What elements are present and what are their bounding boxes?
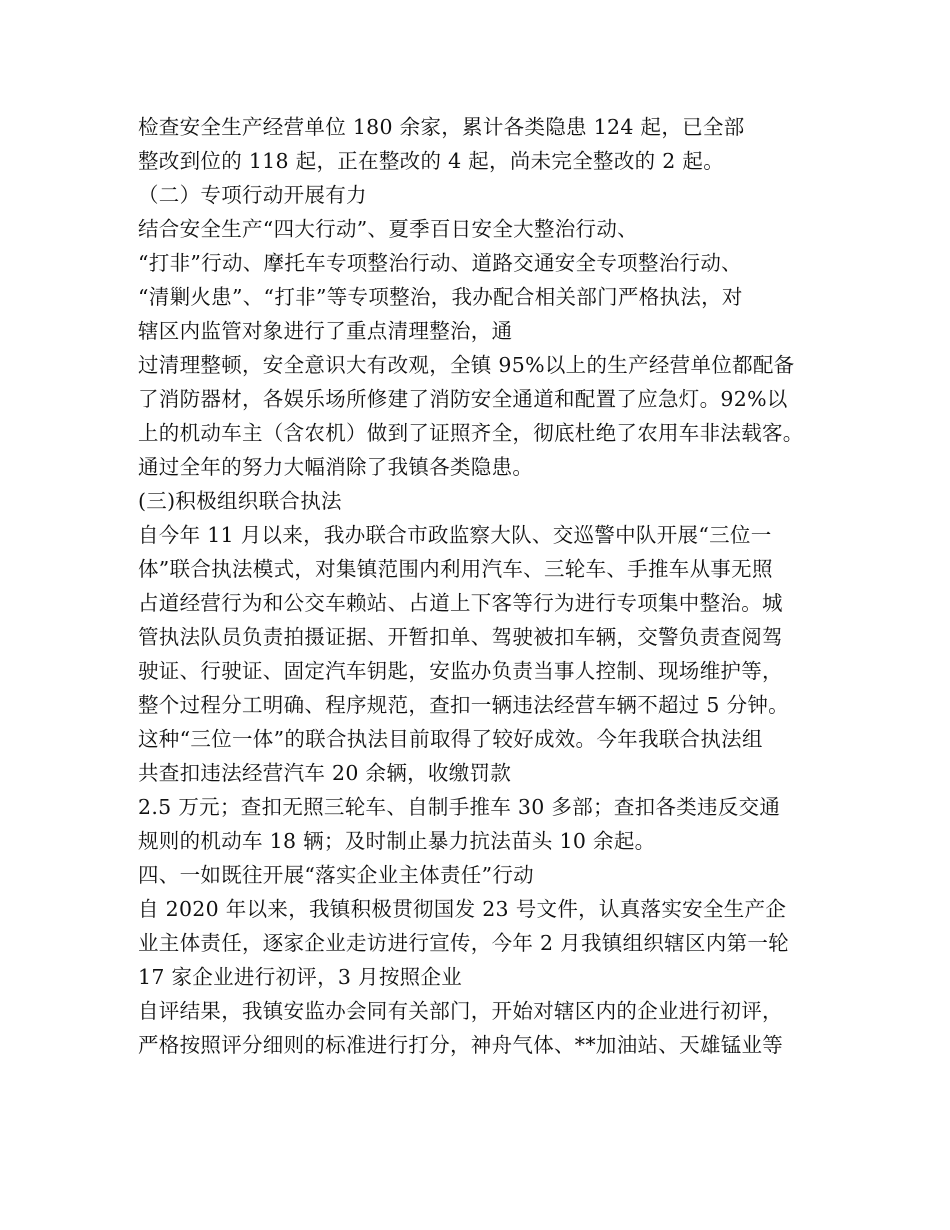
text-line: 规则的机动车 18 辆；及时制止暴力抗法苗头 10 余起。 <box>138 829 656 853</box>
text-line: 管执法队员负责拍摄证据、开暂扣单、驾驶被扣车辆，交警负责查阅驾 <box>138 625 783 649</box>
section-heading: (三)积极组织联合执法 <box>138 489 342 513</box>
text-line: 自今年 11 月以来，我办联合市政监察大队、交巡警中队开展“三位一 <box>138 523 772 547</box>
text-line: 严格按照评分细则的标准进行打分，神舟气体、**加油站、天雄锰业等 <box>138 1033 784 1057</box>
text-line: 自评结果，我镇安监办会同有关部门，开始对辖区内的企业进行初评， <box>138 999 783 1023</box>
text-line: 体”联合执法模式，对集镇范围内利用汽车、三轮车、手推车从事无照 <box>138 557 773 581</box>
text-line: 共查扣违法经营汽车 20 余辆，收缴罚款 <box>138 761 512 785</box>
text-line: 这种“三位一体”的联合执法目前取得了较好成效。今年我联合执法组 <box>138 727 763 751</box>
text-line: 2.5 万元；查扣无照三轮车、自制手推车 30 多部；查扣各类违反交通 <box>138 795 781 819</box>
section-heading: 四、一如既往开展“落实企业主体责任”行动 <box>138 863 534 887</box>
text-line: 整个过程分工明确、程序规范，查扣一辆违法经营车辆不超过 5 分钟。 <box>138 693 789 717</box>
text-line: 17 家企业进行初评，3 月按照企业 <box>138 965 463 989</box>
section-heading: （二）专项行动开展有力 <box>138 183 367 207</box>
text-line: 自 2020 年以来，我镇积极贯彻国发 23 号文件，认真落实安全生产企 <box>138 897 787 921</box>
text-line: 占道经营行为和公交车赖站、占道上下客等行为进行专项集中整治。城 <box>138 591 783 615</box>
text-line: 业主体责任，逐家企业走访进行宣传，今年 2 月我镇组织辖区内第一轮 <box>138 931 789 955</box>
text-line: “清剿火患”、“打非”等专项整治，我办配合相关部门严格执法，对 <box>138 285 743 309</box>
text-line: 通过全年的努力大幅消除了我镇各类隐患。 <box>138 455 534 479</box>
text-line: 辖区内监管对象进行了重点清理整治，通 <box>138 319 513 343</box>
text-line: 驶证、行驶证、固定汽车钥匙，安监办负责当事人控制、现场维护等， <box>138 659 783 683</box>
text-line: 整改到位的 118 起，正在整改的 4 起，尚未完全整改的 2 起。 <box>138 149 725 173</box>
text-line: 检查安全生产经营单位 180 余家，累计各类隐患 124 起，已全部 <box>138 115 745 139</box>
text-line: “打非”行动、摩托车专项整治行动、道路交通安全专项整治行动、 <box>138 251 742 275</box>
text-line: 过清理整顿，安全意识大有改观，全镇 95%以上的生产经营单位都配备 <box>138 353 795 377</box>
document-body <box>138 110 828 1062</box>
text-line: 了消防器材，各娱乐场所修建了消防安全通道和配置了应急灯。92%以 <box>138 387 788 411</box>
text-line: 上的机动车主（含农机）做到了证照齐全，彻底杜绝了农用车非法载客。 <box>138 421 804 445</box>
text-line: 结合安全生产“四大行动”、夏季百日安全大整治行动、 <box>138 217 638 241</box>
